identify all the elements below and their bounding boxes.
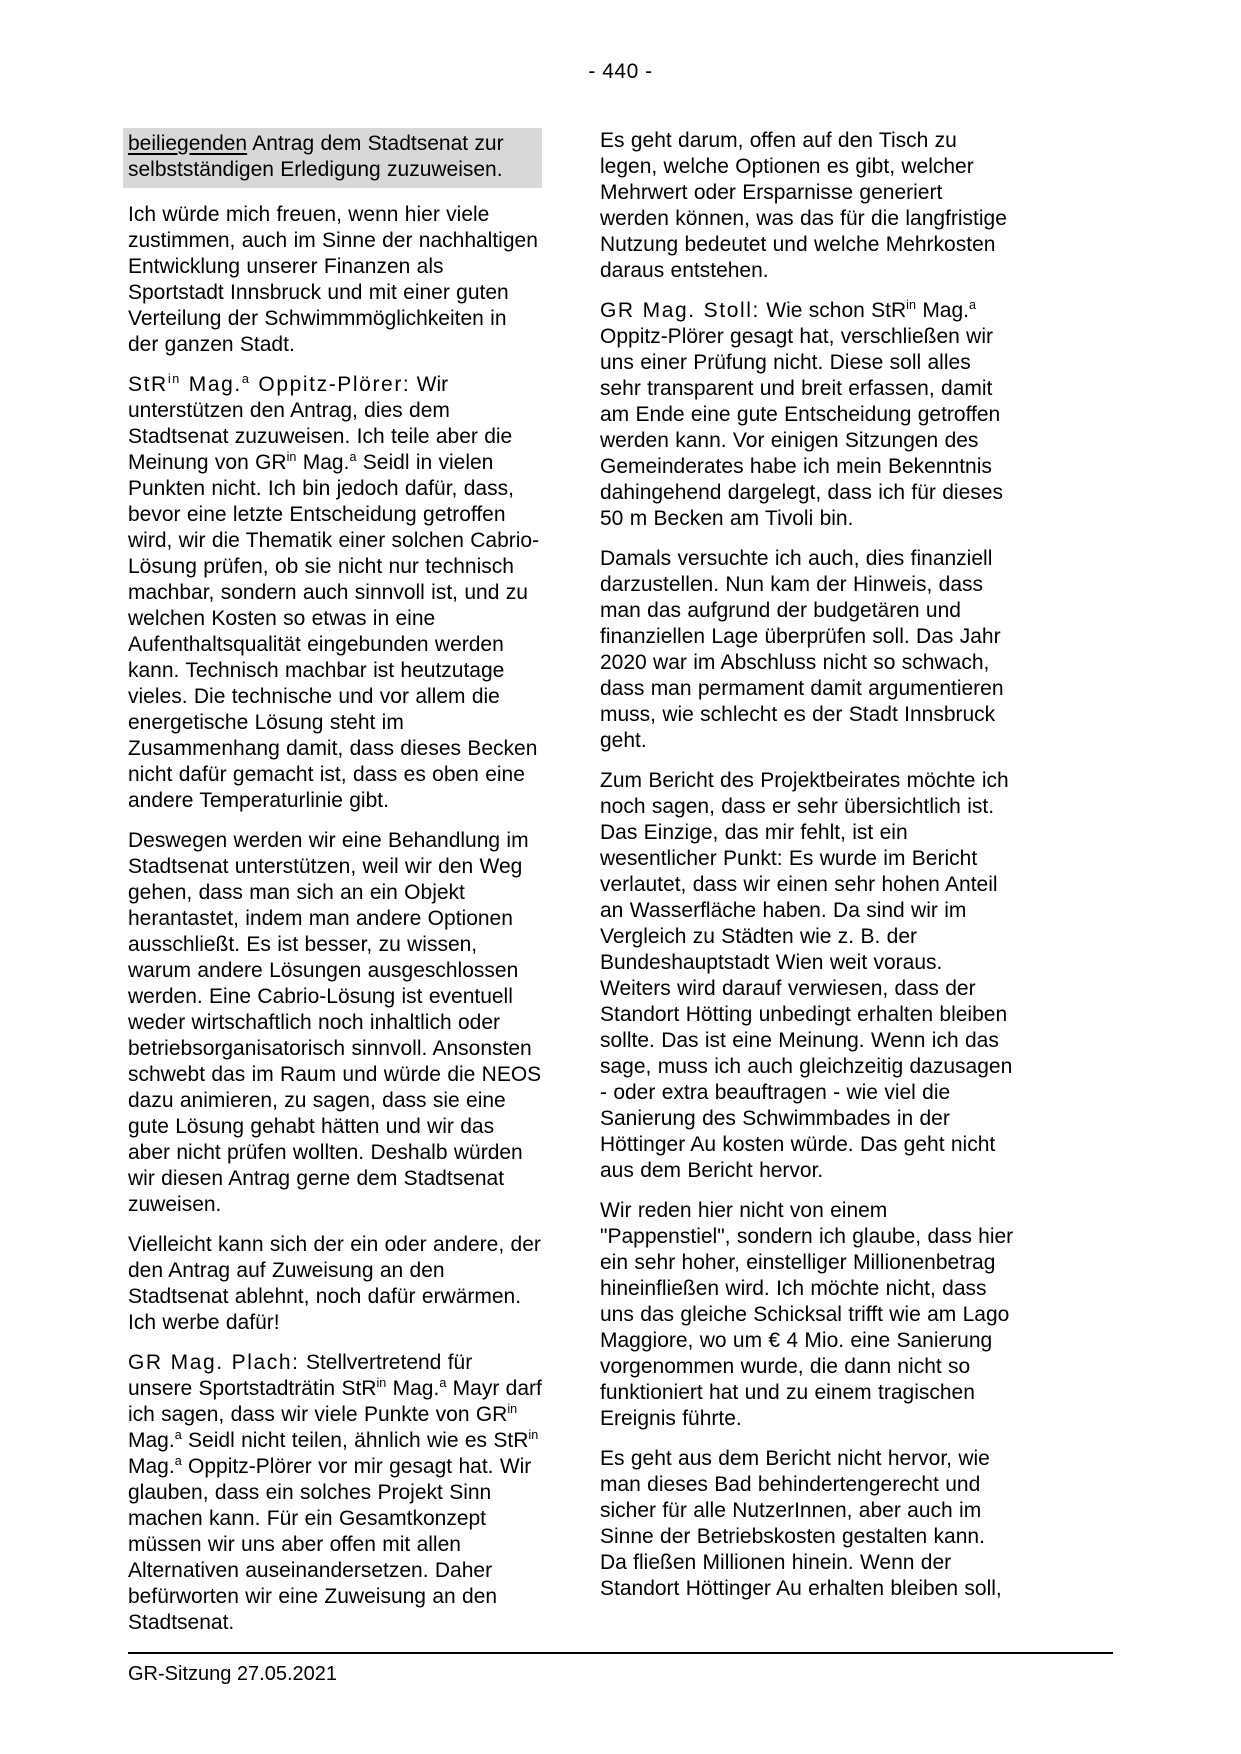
paragraph: Vielleicht kann sich der ein oder andere, der den Antrag auf Zuweisung an den Stadtsenat ablehnt, noch dafür erwärmen. Ich werbe dafür! xyxy=(128,1233,541,1334)
right-column xyxy=(600,128,1014,1616)
paragraph: Wir reden hier nicht von einem "Pappenstiel", sondern ich glaube, dass hier ein sehr hoher, einstelliger Millionenbetrag hineinfließen wird. Ich möchte nicht, dass uns das gleiche Schicksal trifft wie am Lago Maggiore, wo um € 4 Mio. eine Sanierung vorgenommen wurde, die dann nicht so funktioniert hat und zu einem tragischen Ereignis führte. xyxy=(600,1199,1014,1430)
paragraph: Deswegen werden wir eine Behandlung im Stadtsenat unterstützen, weil wir den Weg gehen, dass man sich an ein Objekt herantastet, indem man andere Optionen ausschließt. Es ist besser, zu wissen, warum andere Lösungen ausgeschlossen werden. Eine Cabrio-Lösung ist eventuell weder wirtschaftlich noch inhaltlich oder betriebsorganisatorisch sinnvoll. Ansonsten schwebt das im Raum und würde die NEOS dazu animieren, zu sagen, dass sie eine gute Lösung gehabt hätten und wir das aber nicht prüfen wollten. Deshalb würden wir diesen Antrag gerne dem Stadtsenat zuweisen. xyxy=(128,829,542,1216)
paragraph: Damals versuchte ich auch, dies finanziell darzustellen. Nun kam der Hinweis, dass man das aufgrund der budgetären und finanziellen Lage überprüfen soll. Das Jahr 2020 war im Abschluss nicht so schwach, dass man permament damit argumentieren muss, wie schlecht es der Stadt Innsbruck geht. xyxy=(600,547,1004,752)
footer-session-label: GR-Sitzung 27.05.2021 xyxy=(128,1663,338,1685)
highlighted-passage: beiliegenden Antrag dem Stadtsenat zur selbstständigen Erledigung zuzuweisen. xyxy=(123,128,542,188)
paragraph: Es geht aus dem Bericht nicht hervor, wie man dieses Bad behindertengerecht und sicher für alle NutzerInnen, aber auch im Sinne der Betriebskosten gestalten kann. Da fließen Millionen hinein. Wenn der Standort Höttinger Au erhalten bleiben soll, xyxy=(600,1447,1002,1600)
paragraph: Ich würde mich freuen, wenn hier viele zustimmen, auch im Sinne der nachhaltigen Entwicklung unserer Finanzen als Sportstadt Innsbruck und mit einer guten Verteilung der Schwimmmöglichkeiten in der ganzen Stadt. xyxy=(128,203,538,356)
paragraph: Es geht darum, offen auf den Tisch zu legen, welche Optionen es gibt, welcher Mehrwert oder Ersparnisse generiert werden können, was das für die langfristige Nutzung bedeutet und welche Mehrkosten daraus entstehen. xyxy=(600,129,1007,282)
page-footer xyxy=(128,1652,1113,1686)
text-body xyxy=(128,128,1014,1650)
page-number: - 440 - xyxy=(588,60,653,83)
paragraph: GR Mag. Plach: Stellvertretend für unsere Sportstadträtin StR$^{in}$ Mag.$^a$ Mayr darf ich sagen, dass wir viele Punkte von $GR^{in}$ Mag.$^a$ Seidl nicht teilen, ähnlich wie es StR$^{in}$ Mag.$^a$ Oppitz-Plörer vor mir gesagt hat. Wir glauben, dass ein solches Projekt Sinn machen kann. Für ein Gesamtkonzept müssen wir uns aber offen mit allen Alternativen auseinandersetzen. Daher befürworten wir eine Zuweisung an den Stadtsenat. xyxy=(128,1351,542,1634)
paragraph: StR$^{in}$ Mag.$^a$ Oppitz-Plörer: Wir unterstützen den Antrag, dies dem Stadtsenat zuzuweisen. Ich teile aber die Meinung von $GR^{in}$ Mag.$^a$ Seidl in vielen Punkten nicht. Ich bin jedoch dafür, dass, bevor eine letzte Entscheidung getroffen wird, wir die Thematik einer solchen Cabrio-Lösung prüfen, ob sie nicht nur technisch machbar, sondern auch sinnvoll ist, und zu welchen Kosten so etwas in eine Aufenthaltsqualität eingebunden werden kann. Technisch machbar ist heutzutage vieles. Die technische und vor allem die energetische Lösung steht im Zusammenhang damit, dass dieses Becken nicht dafür gemacht ist, dass es oben eine andere Temperaturlinie gibt. xyxy=(128,372,540,812)
paragraph: Zum Bericht des Projektbeirates möchte ich noch sagen, dass er sehr übersichtlich ist. Das Einzige, das mir fehlt, ist ein wesentlicher Punkt: Es wurde im Bericht verlautet, dass wir einen sehr hohen Anteil an Wasserfläche haben. Da sind wir im Vergleich zu Städten wie z. B. der Bundeshauptstadt Wien weit voraus. Weiters wird darauf verwiesen, dass der Standort Hötting unbedingt erhalten bleiben sollte. Das ist eine Meinung. Wenn ich das sage, muss ich auch gleichzeitig dazusagen - oder extra beauftragen - wie viel die Sanierung des Schwimmbades in der Höttinger Au kosten würde. Das geht nicht aus dem Bericht hervor. xyxy=(600,769,1013,1182)
left-column xyxy=(128,128,542,1650)
paragraph: GR Mag. Stoll: Wie schon StR$^{in}$ Mag.$^a$ Oppitz-Plörer gesagt hat, verschließen wir uns einer Prüfung nicht. Diese soll alles sehr transparent und breit erfassen, damit am Ende eine gute Entscheidung getroffen werden kann. Vor einigen Sitzungen des Gemeinderates habe ich mein Bekenntnis dahingehend dargelegt, dass ich für dieses 50 m Becken am Tivoli bin. xyxy=(600,298,1003,530)
